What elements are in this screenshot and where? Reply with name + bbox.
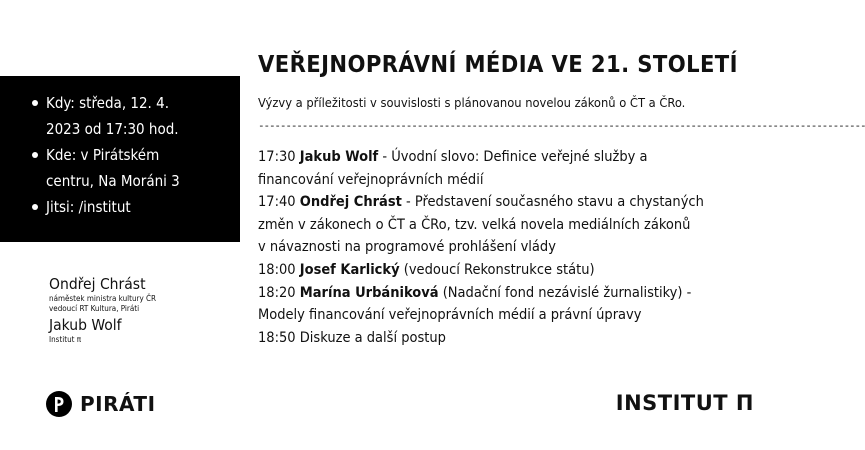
program-speaker: Josef Karlický bbox=[299, 261, 400, 278]
event-info-list bbox=[46, 90, 240, 220]
speaker-item bbox=[49, 275, 239, 314]
program-text: v návaznosti na programové prohlášení vlády bbox=[258, 239, 556, 256]
program-item bbox=[258, 327, 778, 350]
program-text: financování veřejnoprávních médií bbox=[258, 171, 484, 188]
program-text: (Nadační fond nezávislé žurnalistiky) - bbox=[438, 284, 692, 301]
speaker-item bbox=[49, 316, 239, 345]
event-subtitle: Výzvy a příležitosti v souvislosti s plánovanou novelou zákonů o ČT a ČRo. bbox=[258, 96, 686, 111]
program-text: změn v zákonech o ČT a ČRo, tzv. velká novela mediálních zákonů bbox=[258, 216, 691, 233]
program-speaker: Jakub Wolf bbox=[299, 149, 379, 165]
speaker-role: náměstek ministra kultury ČR bbox=[49, 294, 157, 303]
info-when bbox=[46, 90, 240, 142]
info-jitsi-text: Jitsi: /institut bbox=[46, 198, 131, 216]
program-speaker: Ondřej Chrást bbox=[299, 194, 402, 211]
speaker-role: Institut π bbox=[49, 335, 82, 344]
program-item bbox=[258, 282, 778, 327]
divider-dashes: --------------------------------------------------------------------------------------------------------------- bbox=[258, 119, 865, 132]
info-where bbox=[46, 142, 240, 194]
program-text: Diskuze a další postup bbox=[299, 329, 446, 346]
program-speaker: Marína Urbániková bbox=[299, 284, 439, 301]
info-where-line1: Kde: v Pirátském bbox=[46, 146, 160, 164]
event-info-box bbox=[0, 76, 240, 242]
pirati-flag-icon bbox=[46, 391, 72, 417]
program-item bbox=[258, 146, 778, 191]
program-text: Modely financování veřejnoprávních médií a právní úpravy bbox=[258, 307, 642, 324]
program-text: - Představení současného stavu a chystaných bbox=[401, 194, 704, 211]
program-time: 18:50 bbox=[258, 329, 296, 346]
speaker-name: Ondřej Chrást bbox=[49, 275, 146, 293]
program-time: 17:40 bbox=[258, 194, 296, 211]
info-when-line1: Kdy: středa, 12. 4. bbox=[46, 94, 169, 112]
info-when-line2: 2023 od 17:30 hod. bbox=[46, 120, 179, 138]
info-where-line2: centru, Na Moráni 3 bbox=[46, 172, 180, 190]
program-time: 18:00 bbox=[258, 261, 296, 278]
program-schedule bbox=[258, 146, 778, 349]
program-item bbox=[258, 259, 778, 282]
program-time: 17:30 bbox=[258, 149, 296, 165]
speakers-list bbox=[49, 275, 239, 345]
pirati-logo-text: PIRÁTI bbox=[80, 392, 156, 416]
program-item bbox=[258, 191, 778, 259]
program-text: - Úvodní slovo: Definice veřejné služby a bbox=[378, 149, 648, 165]
pirati-logo-group bbox=[46, 391, 156, 417]
info-jitsi bbox=[46, 194, 240, 220]
speaker-name: Jakub Wolf bbox=[49, 316, 122, 334]
event-title: VEŘEJNOPRÁVNÍ MÉDIA VE 21. STOLETÍ bbox=[258, 50, 738, 78]
speaker-role: vedoucí RT Kultura, Piráti bbox=[49, 304, 140, 313]
program-text: (vedoucí Rekonstrukce státu) bbox=[399, 261, 595, 278]
institut-logo-text: INSTITUT Π bbox=[615, 391, 754, 415]
program-time: 18:20 bbox=[258, 284, 296, 301]
